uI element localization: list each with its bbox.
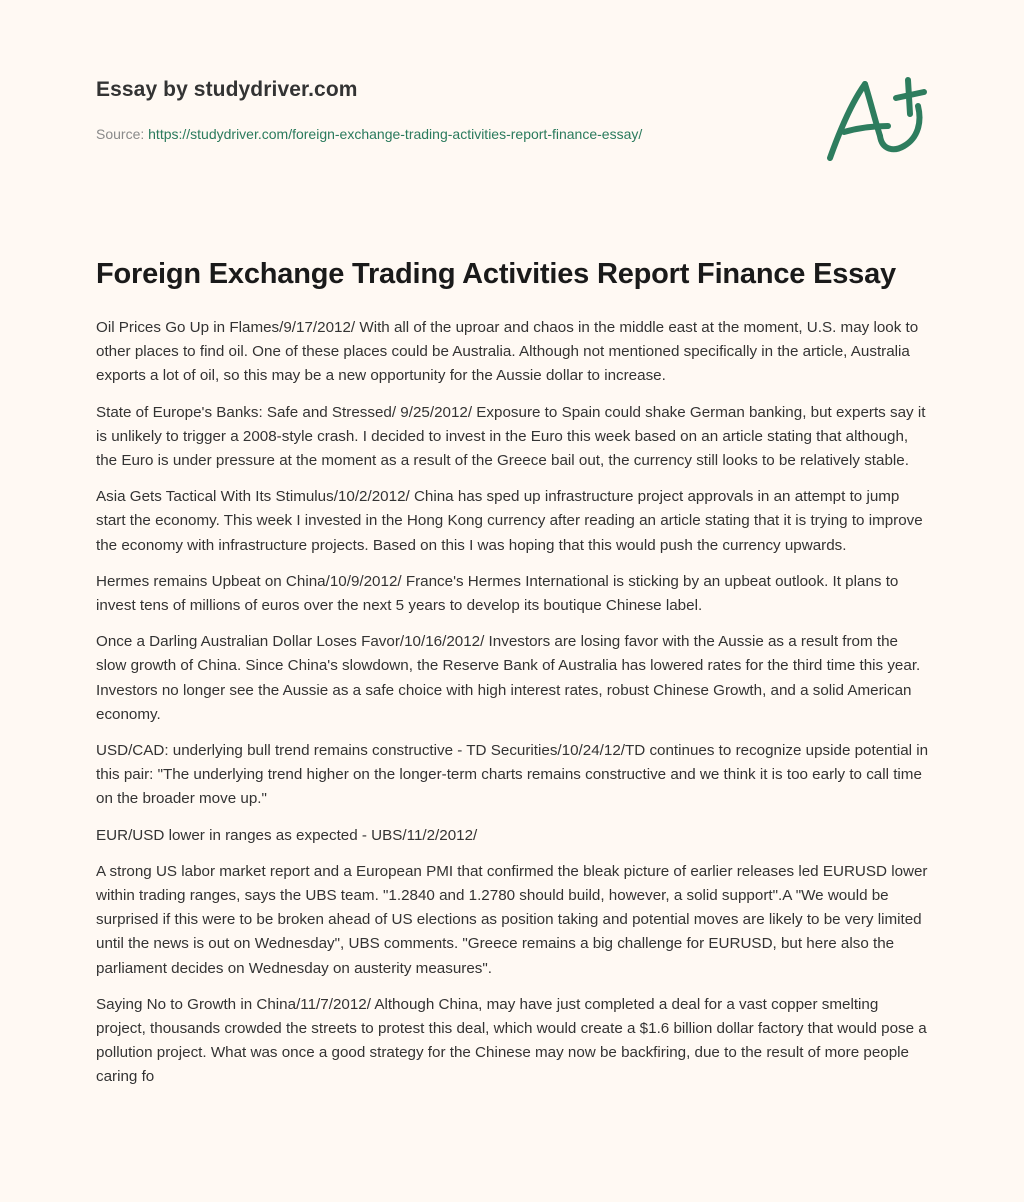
paragraph-asia-stimulus: Asia Gets Tactical With Its Stimulus/10/2/2012/ China has sped up infrastructure project approvals in an attempt to jump start the economy. This week I invested in the Hong Kong currency after reading an article stating that it is trying to improve the economy with infrastructure projects. Based on this I was hoping that this would push the currency upwards. — [96, 488, 923, 554]
page-header — [96, 76, 796, 144]
source-line — [96, 124, 796, 144]
a-plus-grade-icon — [820, 70, 930, 165]
article-body — [96, 316, 932, 1102]
site-brand: Essay by studydriver.com — [96, 78, 358, 101]
source-label: Source: — [96, 126, 149, 142]
paragraph-europe-banks: State of Europe's Banks: Safe and Stressed/ 9/25/2012/ Exposure to Spain could shake German banking, but experts say it is unlikely to trigger a 2008-style crash. I decided to invest in the Euro this week based on an article stating that although, the Euro is under pressure at the moment as a result of the Greece bail out, the currency still looks to be relatively stable. — [96, 403, 926, 470]
source-link[interactable]: https://studydriver.com/foreign-exchange-trading-activities-report-finance-essay/ — [148, 126, 643, 142]
paragraph-ubs-report: A strong US labor market report and a European PMI that confirmed the bleak picture of earlier releases led EURUSD lower within trading ranges, says the UBS team. "1.2840 and 1.2780 should build, however, a solid support".A "We would be surprised if this were to be broken ahead of US elections as position taking and potential moves are likely to be very limited until the news is out on Wednesday", UBS comments. "Greece remains a big challenge for EURUSD, but here also the parliament decides on Wednesday on austerity measures". — [96, 862, 928, 977]
paragraph-australian-dollar: Once a Darling Australian Dollar Loses Favor/10/16/2012/ Investors are losing favor with the Aussie as a result from the slow growth of China. Since China's slowdown, the Reserve Bank of Australia has lowered rates for the third time this year. Investors no longer see the Aussie as a safe choice with high interest rates, robust Chinese Growth, and a solid American economy. — [96, 633, 921, 723]
paragraph-china-growth: Saying No to Growth in China/11/7/2012/ Although China, may have just completed a deal for a vast copper smelting project, thousands crowded the streets to protest this deal, which would create a $1.6 billion dollar factory that would pose a pollution project. What was once a good strategy for the Chinese may now be backfiring, due to the result of more people caring fo — [96, 995, 927, 1086]
paragraph-hermes: Hermes remains Upbeat on China/10/9/2012/ France's Hermes International is sticking by an upbeat outlook. It plans to invest tens of millions of euros over the next 5 years to develop its boutique Chinese label. — [96, 572, 899, 615]
paragraph-usd-cad: USD/CAD: underlying bull trend remains constructive - TD Securities/10/24/12/TD continues to recognize upside potential in this pair: "The underlying trend higher on the longer-term charts remains constructive and we think it is too early to call time on the broader move up." — [96, 742, 929, 808]
page-title: Foreign Exchange Trading Activities Report Finance Essay — [96, 258, 896, 290]
paragraph-eur-usd-heading: EUR/USD lower in ranges as expected - UBS/11/2/2012/ — [96, 826, 478, 844]
paragraph-oil-prices: Oil Prices Go Up in Flames/9/17/2012/ With all of the uproar and chaos in the middle east at the moment, U.S. may look to other places to find oil. One of these places could be Australia. Although not mentioned specifically in the article, Australia exports a lot of oil, so this may be a new opportunity for the Aussie dollar to increase. — [96, 319, 919, 385]
